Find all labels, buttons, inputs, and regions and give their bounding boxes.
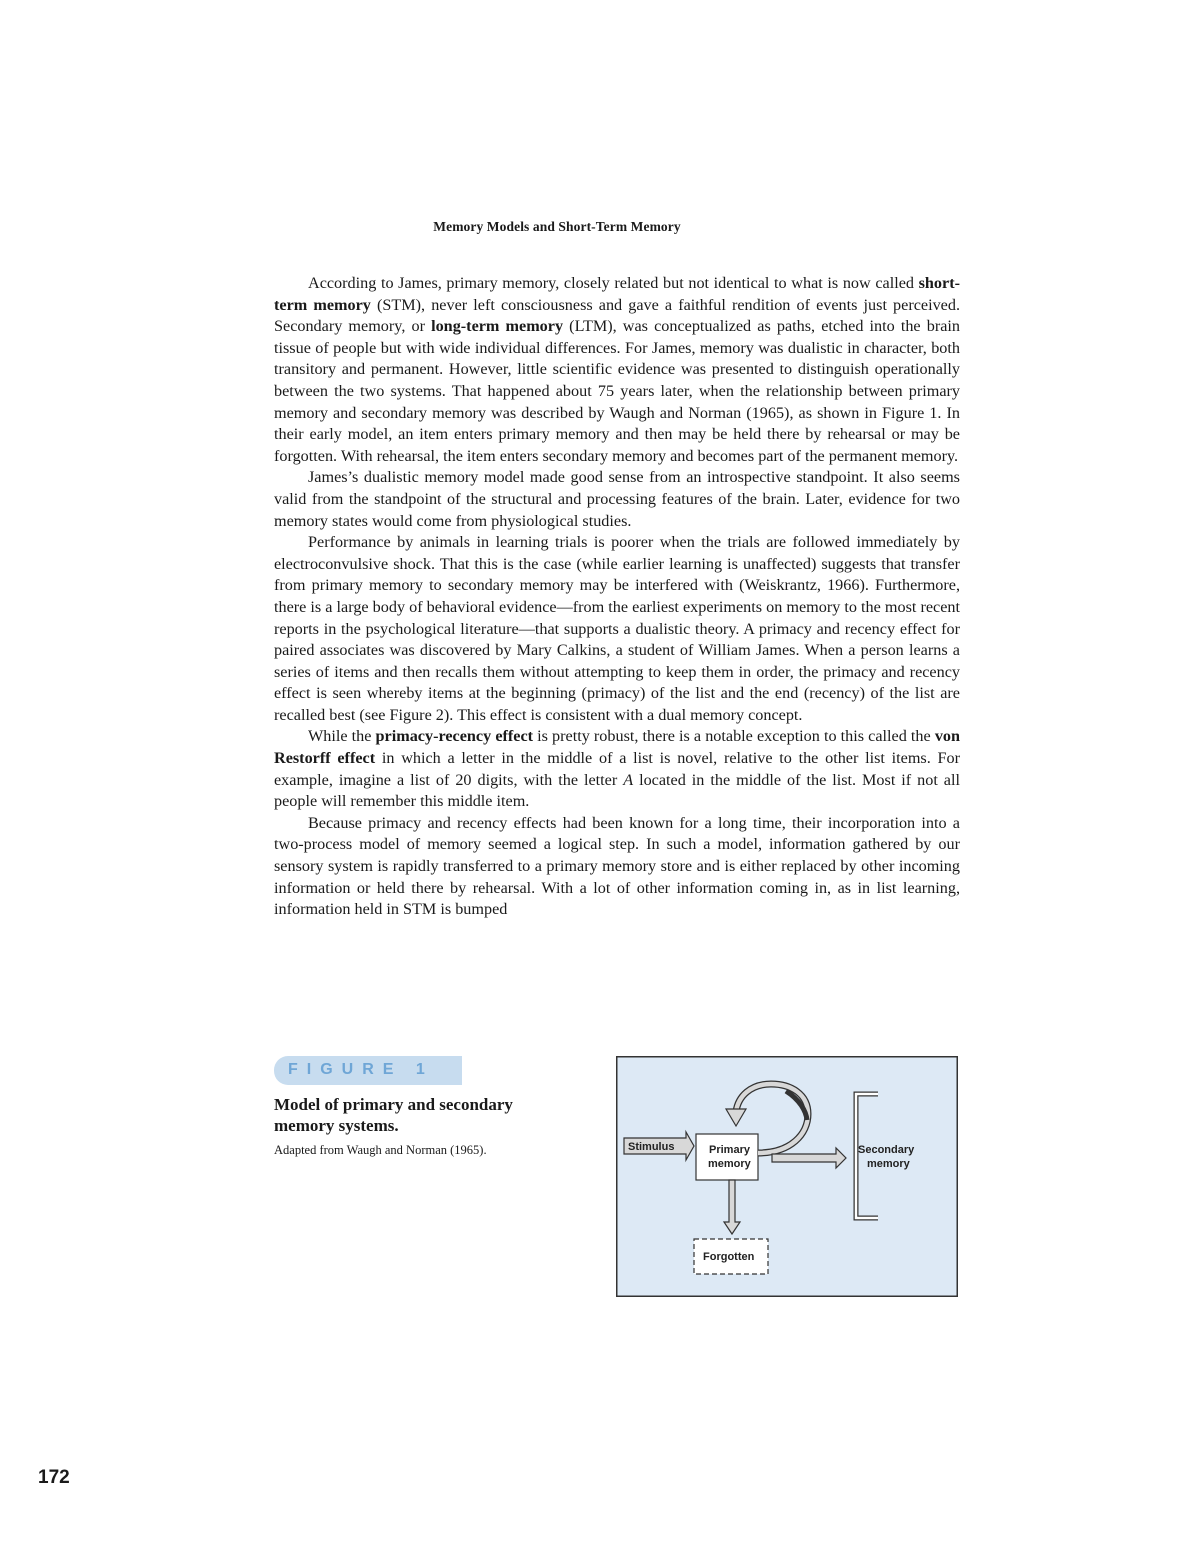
secondary-memory-label-2: memory — [867, 1158, 910, 1170]
primary-memory-label-1: Primary — [709, 1144, 750, 1156]
secondary-memory-label-1: Secondary — [858, 1144, 915, 1156]
forgotten-label: Forgotten — [703, 1251, 755, 1263]
body-text — [274, 273, 960, 921]
paragraph-4: While the primacy-recency effect is pretty robust, there is a notable exception to this called the von Restorff effect in which a letter in the middle of a list is novel, relative to the other list items. For example, imagine a list of 20 digits, with the letter A located in the middle of the list. Most if not all people will remember this middle item. — [274, 727, 961, 811]
figure-tab-label: FIGURE 1 — [288, 1061, 434, 1078]
memory-model-diagram — [616, 1056, 958, 1297]
term-primacy-recency-effect: primacy-recency effect — [375, 727, 534, 746]
term-von-restorff-effect: von Restorff effect — [274, 727, 961, 768]
term-long-term-memory: long-term memory — [431, 317, 564, 336]
primary-memory-label-2: memory — [708, 1158, 751, 1170]
paragraph-1: According to James, primary memory, closely related but not identical to what is now called short-term memory (STM), never left consciousness and gave a faithful rendition of events just perceived. Secondary memory, or long-term memory (LTM), was conceptualized as paths, etched into the brain tissue of people but with wide individual differences. For James, memory was dualistic in character, both transitory and permanent. However, little scientific evidence was presented to distinguish operationally between the two systems. That happened about 75 years later, when the relationship between primary memory and secondary memory was described by Waugh and Norman (1965), as shown in Figure 1. In their early model, an item enters primary memory and then may be held there by rehearsal or may be forgotten. With rehearsal, the item enters secondary memory and becomes part of the permanent memory. — [274, 274, 961, 465]
paragraph-2: James’s dualistic memory model made good sense from an introspective standpoint. It also seems valid from the standpoint of the structural and processing features of the brain. Later, evidence for two memory states would come from physiological studies. — [274, 468, 960, 530]
figure-tab — [274, 1056, 462, 1085]
stimulus-label: Stimulus — [628, 1141, 675, 1153]
paragraph-3: Performance by animals in learning trials is poorer when the trials are followed immediately by electroconvulsive shock. That this is the case (while earlier learning is unaffected) suggests that transfer from primary memory to secondary memory may be interfered with (Weiskrantz, 1966). Furthermore, there is a large body of behavioral evidence—from the earliest experiments on memory to the most recent reports in the psychological literature—that supports a dualistic theory. A primacy and recency effect for paired associates was discovered by Mary Calkins, a student of William James. When a person learns a series of items and then recalls them without attempting to keep them in order, the primacy and recency effect is seen whereby items at the beginning (primacy) of the list and the end (recency) of the list are recalled best (see Figure 2). This effect is consistent with a dual memory concept. — [274, 533, 960, 724]
term-short-term-memory: short-term memory — [274, 274, 960, 314]
paragraph-5: Because primacy and recency effects had been known for a long time, their incorporation into a two-process model of memory seemed a logical step. In such a model, information gathered by our sensory system is rapidly transferred to a primary memory store and is either replaced by other incoming information or held there by rehearsal. With a lot of other information coming in, as in list learning, information held in STM is bumped — [274, 813, 960, 919]
figure-source: Adapted from Waugh and Norman (1965). — [274, 1143, 487, 1157]
running-head: Memory Models and Short-Term Memory — [433, 219, 681, 234]
page-number: 172 — [38, 1467, 70, 1488]
primary-memory-box — [696, 1134, 758, 1180]
figure-title: Model of primary and secondary memory systems. — [274, 1095, 513, 1135]
